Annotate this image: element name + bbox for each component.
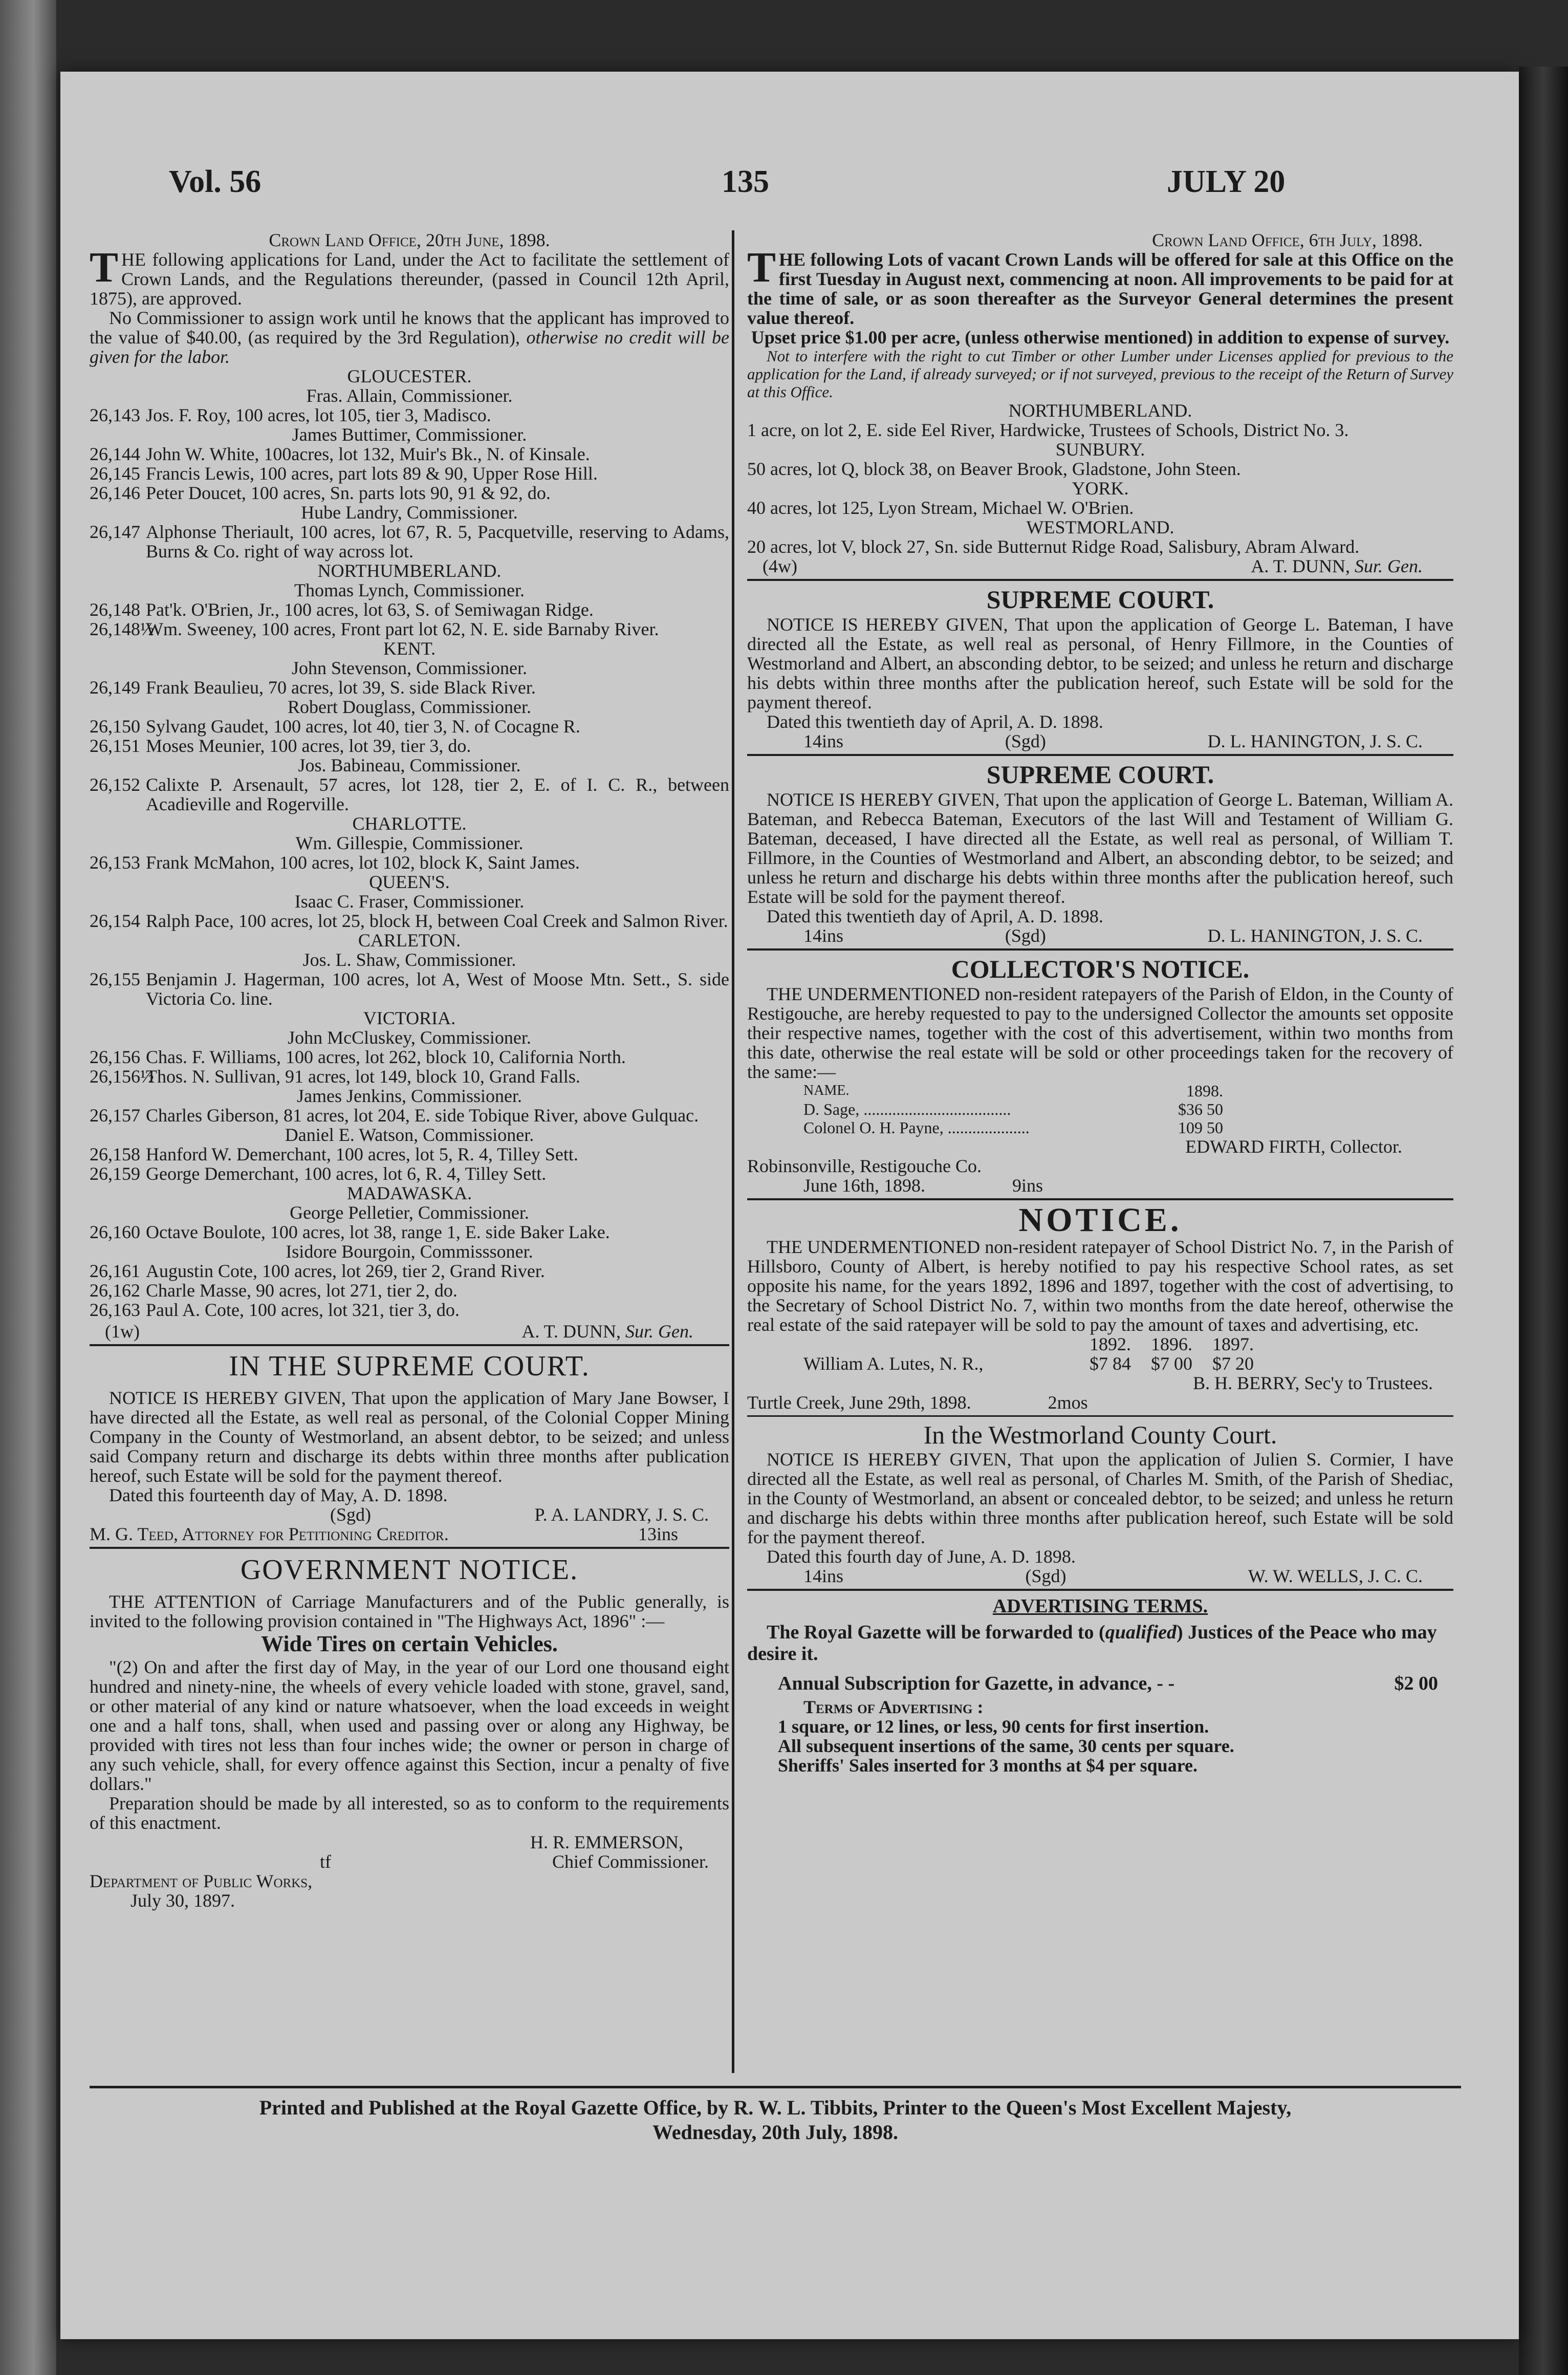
insertion-count: 14ins <box>803 925 844 946</box>
land-application-entry <box>90 969 729 1008</box>
scan-left-page-edge <box>0 0 56 2375</box>
county-heading: VICTORIA. <box>363 1008 456 1028</box>
land-application-entry <box>90 1222 729 1242</box>
land-applications-list <box>90 366 729 1320</box>
gazette-forwarding-note: The Royal Gazette will be forwarded to (qualified) Justices of the Peace who may desire it. <box>747 1622 1437 1665</box>
judge-name: D. L. HANINGTON, J. S. C. <box>1207 731 1423 751</box>
lots-intro-text: HE following Lots of vacant Crown Lands will be offered for sale at this Office on the first Tuesday in August next, commencing at noon. All improvements to be paid for at the time of sale, or as soon thereafter as the Surveyor General determines the present value thereof. <box>747 249 1453 328</box>
col-header-name: NAME. <box>803 1083 850 1098</box>
application-text: Thos. N. Sullivan, 91 acres, lot 149, block 10, Grand Falls. <box>146 1066 580 1087</box>
land-intro <box>90 244 729 309</box>
application-number: 26,157 <box>90 1105 140 1126</box>
land-application-entry <box>90 600 729 619</box>
land-application-entry <box>90 1145 729 1164</box>
tf-line <box>90 1852 729 1871</box>
county-heading: NORTHUMBERLAND. <box>317 560 502 581</box>
application-number: 26,162 <box>90 1280 140 1301</box>
supreme-court-heading: IN THE SUPREME COURT. <box>229 1350 590 1382</box>
westmorland-court-heading: In the Westmorland County Court. <box>923 1420 1277 1449</box>
application-text: Hanford W. Demerchant, 100 acres, lot 5, R. 4, Tilley Sett. <box>146 1144 578 1164</box>
col-header-year: 1898. <box>1186 1082 1223 1100</box>
left-signature <box>90 1322 729 1341</box>
advertising-terms-heading: ADVERTISING TERMS. <box>992 1595 1208 1617</box>
application-number: 26,153 <box>90 852 140 873</box>
preparation-note: Preparation should be made by all interested, so as to conform to the requirements of this enactment. <box>90 1793 729 1833</box>
imprint-line: Printed and Published at the Royal Gazette Office, by R. W. L. Tibbits, Printer to the Queen's Most Excellent Majesty, <box>259 2096 1292 2119</box>
lots-list <box>747 401 1453 556</box>
collector-date: June 16th, 1898. <box>803 1175 925 1196</box>
collector-signer: EDWARD FIRTH, Collector. <box>1185 1136 1402 1157</box>
subscription-label: Annual Subscription for Gazette, in advance, - - <box>778 1673 1175 1694</box>
chief-commissioner-title: Chief Commissioner. <box>552 1851 709 1872</box>
application-number: 26,148½ <box>90 619 154 639</box>
commissioner-name: Hube Landry, Commissioner. <box>301 502 518 523</box>
commissioner-name: Jos. Babineau, Commissioner. <box>298 755 521 775</box>
land-application-entry <box>90 736 729 755</box>
application-text: Calixte P. Arsenault, 57 acres, lot 128, tier 2, E. of I. C. R., between Acadieville and Rogerville. <box>146 774 729 814</box>
application-number: 26,151 <box>90 736 140 756</box>
insertion-code: (1w) <box>105 1321 140 1342</box>
term-line: Sheriffs' Sales inserted for 3 months at $4 per square. <box>778 1755 1198 1776</box>
land-application-entry <box>90 853 729 872</box>
commissioner-rule <box>90 308 729 366</box>
collector-date-line <box>803 1176 1453 1195</box>
application-number: 26,144 <box>90 444 140 464</box>
trustees-secretary: B. H. BERRY, Sec'y to Trustees. <box>1193 1373 1433 1393</box>
lot-entry: 1 acre, on lot 2, E. side Eel River, Hardwicke, Trustees of Schools, District No. 3. <box>747 420 1349 440</box>
tf-mark: tf <box>320 1851 331 1872</box>
right-signature <box>747 556 1453 576</box>
crown-land-dateline-2: Crown Land Office, 6th July, 1898. <box>1152 230 1423 250</box>
application-text: Francis Lewis, 100 acres, part lots 89 & 90, Upper Rose Hill. <box>146 463 598 484</box>
supreme-court-dated: Dated this fourteenth day of May, A. D. 1898. <box>109 1485 448 1505</box>
supreme-court-heading-2: SUPREME COURT. <box>986 760 1214 789</box>
attorney-line <box>90 1524 729 1544</box>
column-divider <box>732 230 734 2073</box>
judge-name: P. A. LANDRY, J. S. C. <box>534 1504 709 1525</box>
commissioner-name: Isaac C. Fraser, Commissioner. <box>294 891 525 912</box>
collectors-table <box>803 1082 1453 1137</box>
application-text: Benjamin J. Hagerman, 100 acres, lot A, West of Moose Mtn. Sett., S. side Victoria Co. line. <box>146 969 729 1009</box>
school-rates-table <box>803 1334 1453 1373</box>
government-notice-intro: THE ATTENTION of Carriage Manufacturers and of the Public generally, is invited to the following provision contained in "The Highways Act, 1896" :— <box>90 1591 729 1631</box>
sgd-label: (Sgd) <box>1005 731 1046 751</box>
county-heading: GLOUCESTER. <box>347 366 472 386</box>
volume-label: Vol. 56 <box>169 164 262 199</box>
application-number: 26,149 <box>90 677 140 698</box>
insertion-count: 2mos <box>1048 1392 1088 1413</box>
collectors-notice-body: THE UNDERMENTIONED non-resident ratepayers of the Parish of Eldon, in the County of Restigouche, are hereby requested to pay to the undersigned Collector the amounts set opposite their respective names, together with the cost of this advertisement, within two months from this date, otherwise the real estate will be sold or other proceedings taken for the recovery of the same:— <box>747 984 1453 1082</box>
upset-price: Upset price $1.00 per acre, (unless otherwise mentioned) in addition to expense of survey. <box>751 327 1450 348</box>
application-text: Pat'k. O'Brien, Jr., 100 acres, lot 63, S. of Semiwagan Ridge. <box>146 599 594 620</box>
application-text: Chas. F. Williams, 100 acres, lot 262, block 10, California North. <box>146 1047 626 1067</box>
land-application-entry <box>90 464 729 483</box>
insertion-count: 9ins <box>1012 1175 1043 1196</box>
supreme-court-signature <box>90 1505 729 1524</box>
wide-tires-heading: Wide Tires on certain Vehicles. <box>261 1631 558 1656</box>
ratepayer-amount: $36 50 <box>1178 1100 1223 1118</box>
supreme-court-heading-1: SUPREME COURT. <box>986 585 1214 614</box>
application-text: Jos. F. Roy, 100 acres, lot 105, tier 3, Madisco. <box>146 405 491 425</box>
land-application-entry <box>90 678 729 697</box>
county-heading: NORTHUMBERLAND. <box>1008 400 1192 421</box>
application-text: Alphonse Theriault, 100 acres, lot 67, R. 5, Pacquetville, reserving to Adams, Burns & Co. right of way across lot. <box>146 522 729 562</box>
application-number: 26,163 <box>90 1300 140 1320</box>
land-application-entry <box>90 619 729 639</box>
application-number: 26,158 <box>90 1144 140 1164</box>
ratepayer-amount: 109 50 <box>1178 1118 1223 1137</box>
year-header: 1896. <box>1151 1334 1192 1354</box>
commissioner-rule-text: No Commissioner to assign work until he knows that the applicant has improved to the value of $40.00, (as required by the 3rd Regulation), <box>90 308 729 348</box>
application-text: Moses Meunier, 100 acres, lot 39, tier 3, do. <box>146 736 471 756</box>
rate-amount: $7 00 <box>1151 1353 1192 1374</box>
application-number: 26,152 <box>90 774 140 795</box>
application-text: George Demerchant, 100 acres, lot 6, R. 4, Tilley Sett. <box>146 1163 547 1184</box>
signer-title: Sur. Gen. <box>625 1321 693 1342</box>
year-header: 1897. <box>1212 1334 1254 1354</box>
land-application-entry <box>90 1300 729 1320</box>
sgd-label: (Sgd) <box>1005 925 1046 946</box>
land-intro-text: HE following applications for Land, under the Act to facilitate the settlement of Crown Lands, and the Regulations thereunder, (passed in Council 12th April, 1875), are approved. <box>90 249 729 309</box>
department-date: July 30, 1897. <box>130 1890 235 1911</box>
application-text: Peter Doucet, 100 acres, Sn. parts lots 90, 91 & 92, do. <box>146 483 551 503</box>
county-heading: WESTMORLAND. <box>1026 517 1174 537</box>
application-number: 26,146 <box>90 483 140 503</box>
commissioner-rule-italic: otherwise no credit will be given for the labor. <box>90 327 730 367</box>
lot-entry: 40 acres, lot 125, Lyon Stream, Michael W. O'Brien. <box>747 498 1134 518</box>
application-text: Frank McMahon, 100 acres, lot 102, block K, Saint James. <box>146 852 580 873</box>
application-number: 26,145 <box>90 463 140 484</box>
terms-heading: Terms of Advertising : <box>803 1697 984 1717</box>
land-application-entry <box>90 1106 729 1125</box>
application-number: 26,147 <box>90 522 140 542</box>
westmorland-court-signature <box>747 1566 1453 1586</box>
application-number: 26,154 <box>90 911 140 931</box>
attorney-name: M. G. Teed, Attorney for Petitioning Creditor. <box>90 1524 449 1544</box>
insertion-count: 14ins <box>803 1566 844 1586</box>
county-heading: CARLETON. <box>358 930 461 951</box>
signer-name: A. T. DUNN, <box>521 1321 621 1342</box>
right-column <box>747 230 1453 1775</box>
dropcap: T <box>90 244 119 291</box>
ratepayer-name: D. Sage, .................................... <box>803 1100 1011 1118</box>
commissioner-name: John McCluskey, Commissioner. <box>288 1027 531 1048</box>
land-application-entry <box>90 775 729 814</box>
left-column <box>90 230 729 1910</box>
commissioner-name: George Pelletier, Commissioner. <box>290 1202 529 1223</box>
sgd-label: (Sgd) <box>1025 1566 1066 1586</box>
rate-amount: $7 84 <box>1090 1353 1131 1374</box>
imprint-footer <box>90 2086 1461 2145</box>
land-application-entry <box>90 1164 729 1183</box>
application-text: John W. White, 100acres, lot 132, Muir's Bk., N. of Kinsale. <box>146 444 590 464</box>
issue-date: JULY 20 <box>1167 164 1286 199</box>
application-text: Charle Masse, 90 acres, lot 271, tier 2, do. <box>146 1280 458 1301</box>
land-application-entry <box>90 1281 729 1300</box>
application-text: Sylvang Gaudet, 100 acres, lot 40, tier 3, N. of Cocagne R. <box>146 716 580 737</box>
land-application-entry <box>90 1261 729 1281</box>
application-number: 26,161 <box>90 1261 140 1281</box>
lot-entry: 20 acres, lot V, block 27, Sn. side Butternut Ridge Road, Salisbury, Abram Alward. <box>747 536 1360 557</box>
application-number: 26,159 <box>90 1163 140 1184</box>
highways-act-quote: "(2) On and after the first day of May, in the year of our Lord one thousand eight hundred and ninety-nine, the wheels of every vehicle loaded with stone, gravel, sand, or other material of any kind or nature whatsoever, when the load exceeds in weight one and a half tons, shall, when used and passing over or along any Highway, be provided with tires not less than four inches wide; the owner or person in charge of any such vehicle, shall, for every offence against this Section, incur a penalty of five dollars." <box>90 1657 729 1794</box>
commissioner-name: Wm. Gillespie, Commissioner. <box>295 833 524 853</box>
term-line: 1 square, or 12 lines, or less, 90 cents for first insertion. <box>778 1716 1209 1737</box>
application-number: 26,148 <box>90 599 140 620</box>
year-header: 1892. <box>1090 1334 1131 1354</box>
land-application-entry <box>90 444 729 464</box>
insertion-count: 14ins <box>803 731 844 751</box>
term-line: All subsequent insertions of the same, 30 cents per square. <box>778 1736 1234 1756</box>
lot-entry: 50 acres, lot Q, block 38, on Beaver Brook, Gladstone, John Steen. <box>747 459 1241 479</box>
commissioner-name: Robert Douglass, Commissioner. <box>288 697 531 717</box>
notice-date-line <box>747 1393 1453 1412</box>
collector-place: Robinsonville, Restigouche Co. <box>747 1156 982 1176</box>
commissioner-name: Thomas Lynch, Commissioner. <box>294 580 525 600</box>
county-heading: CHARLOTTE. <box>352 813 467 834</box>
application-number: 26,156 <box>90 1047 140 1067</box>
commissioner-signer: H. R. EMMERSON, <box>530 1832 683 1852</box>
application-number: 26,150 <box>90 716 140 737</box>
land-application-entry <box>90 522 729 561</box>
insertion-code: (4w) <box>763 556 797 576</box>
application-number: 26,155 <box>90 969 140 989</box>
application-text: Charles Giberson, 81 acres, lot 204, E. side Tobique River, above Gulquac. <box>146 1105 699 1126</box>
judge-name: W. W. WELLS, J. C. C. <box>1248 1566 1423 1586</box>
commissioner-name: James Jenkins, Commissioner. <box>297 1086 522 1106</box>
commissioner-name: Isidore Bourgoin, Commisssoner. <box>286 1241 533 1262</box>
lots-intro <box>747 244 1453 328</box>
insertion-count: 13ins <box>638 1524 678 1544</box>
rate-amount: $7 20 <box>1212 1353 1254 1374</box>
application-text: Augustin Cote, 100 acres, lot 269, tier 2, Grand River. <box>146 1261 545 1281</box>
land-application-entry <box>90 717 729 736</box>
crown-land-dateline: Crown Land Office, 20th June, 1898. <box>269 230 550 250</box>
supreme-court-dated-1: Dated this twentieth day of April, A. D. 1898. <box>767 711 1103 732</box>
application-text: Paul A. Cote, 100 acres, lot 321, tier 3, do. <box>146 1300 460 1320</box>
supreme-court-signature-1 <box>747 731 1453 751</box>
supreme-court-dated-2: Dated this twentieth day of April, A. D. 1898. <box>767 906 1103 926</box>
scan-right-margin <box>1519 67 1568 2375</box>
judge-name: D. L. HANINGTON, J. S. C. <box>1207 925 1423 946</box>
application-text: Ralph Pace, 100 acres, lot 25, block H, between Coal Creek and Salmon River. <box>146 911 728 931</box>
commissioner-name: Jos. L. Shaw, Commissioner. <box>302 949 516 970</box>
application-number: 26,156½ <box>90 1066 154 1087</box>
land-application-entry <box>90 483 729 503</box>
sgd-label: (Sgd) <box>330 1504 371 1525</box>
application-text: Octave Boulote, 100 acres, lot 38, range 1, E. side Baker Lake. <box>146 1222 610 1242</box>
imprint-date: Wednesday, 20th July, 1898. <box>652 2121 899 2144</box>
county-heading: QUEEN'S. <box>369 872 450 892</box>
westmorland-court-dated: Dated this fourth day of June, A. D. 1898. <box>767 1546 1076 1567</box>
county-heading: SUNBURY. <box>1055 439 1145 460</box>
application-text: Wm. Sweeney, 100 acres, Front part lot 62, N. E. side Barnaby River. <box>146 619 659 639</box>
land-application-entry <box>90 1067 729 1086</box>
supreme-court-body: NOTICE IS HEREBY GIVEN, That upon the application of Mary Jane Bowser, I have directed all the Estate, as well real as personal, of the Colonial Copper Mining Company in the County of Westmorland, an absent debtor, to be seized; and unless said Company return and discharge its debts within three months after publication hereof, such Estate will be sold for the payment thereof. <box>90 1388 729 1486</box>
application-number: 26,160 <box>90 1222 140 1242</box>
supreme-court-body-2: NOTICE IS HEREBY GIVEN, That upon the application of George L. Bateman, William A. Bateman, and Rebecca Bateman, Executors of the last Will and Testament of William G. Bateman, deceased, I have directed all the Estate, as well real as personal, of William T. Fillmore, in the Counties of Westmorland and Albert, an absconding debtor, to be seized; and unless he return and discharge his debts within three months after the publication hereof, such Estate will be sold for the payment thereof. <box>747 789 1453 907</box>
commissioner-name: Daniel E. Watson, Commissioner. <box>285 1125 534 1145</box>
land-application-entry <box>90 1047 729 1067</box>
commissioner-name: John Stevenson, Commissioner. <box>291 658 528 678</box>
county-heading: YORK. <box>1072 478 1129 499</box>
land-application-entry <box>90 911 729 931</box>
supreme-court-signature-2 <box>747 926 1453 945</box>
county-heading: MADAWASKA. <box>346 1183 472 1203</box>
notice-place-date: Turtle Creek, June 29th, 1898. <box>747 1392 971 1413</box>
westmorland-court-body: NOTICE IS HEREBY GIVEN, That upon the application of Julien S. Cormier, I have directed all the Estate, as well real as personal, of Charles M. Smith, of the Parish of Shediac, in the County of Westmorland, an absent or concealed debtor, to be seized; and unless he return and discharge his debts within three months after publication hereof, such Estate will be sold for the payment thereof. <box>747 1449 1453 1547</box>
department-name: Department of Public Works, <box>90 1871 313 1891</box>
page-number: 135 <box>722 164 769 199</box>
ratepayer-name: William A. Lutes, N. R., <box>803 1353 984 1374</box>
commissioner-name: Fras. Allain, Commissioner. <box>306 385 513 406</box>
signer-title: Sur. Gen. <box>1355 556 1423 576</box>
timber-rights-note: Not to interfere with the right to cut Timber or other Lumber under Licenses applied for previous to the application for the Land, if already surveyed; or if not surveyed, previous to the receipt of the Return of Survey at this Office. <box>747 347 1453 401</box>
signer-name: A. T. DUNN, <box>1251 556 1350 576</box>
subscription-price: $2 00 <box>1394 1673 1438 1694</box>
county-heading: KENT. <box>383 638 436 659</box>
land-application-entry <box>90 405 729 425</box>
application-number: 26,143 <box>90 405 140 425</box>
government-notice-heading: GOVERNMENT NOTICE. <box>240 1554 579 1586</box>
notice-heading: NOTICE. <box>1018 1201 1182 1239</box>
ratepayer-name: Colonel O. H. Payne, .................... <box>803 1118 1030 1137</box>
subscription-line <box>778 1672 1453 1695</box>
commissioner-name: James Buttimer, Commissioner. <box>292 424 527 445</box>
supreme-court-body-1: NOTICE IS HEREBY GIVEN, That upon the application of George L. Bateman, I have directed all the Estate, as well real as personal, of Henry Fillmore, in the Counties of Westmorland and Albert, an absconding debtor, to be seized; and unless he return and discharge his debts within three months after the publication hereof, such Estate will be sold for the payment thereof. <box>747 614 1453 712</box>
dropcap: T <box>747 244 776 291</box>
collectors-notice-heading: COLLECTOR'S NOTICE. <box>951 955 1250 983</box>
notice-body: THE UNDERMENTIONED non-resident ratepayer of School District No. 7, in the Parish of Hillsboro, County of Albert, is hereby notified to pay his respective School rates, as set opposite his name, for the years 1892, 1896 and 1897, together with the cost of advertising, to the Secretary of School District No. 7, within two months from the date hereof, otherwise the real estate of the said ratepayer will be sold to pay the amount of taxes and advertising, etc. <box>747 1237 1453 1335</box>
application-text: Frank Beaulieu, 70 acres, lot 39, S. side Black River. <box>146 677 536 698</box>
